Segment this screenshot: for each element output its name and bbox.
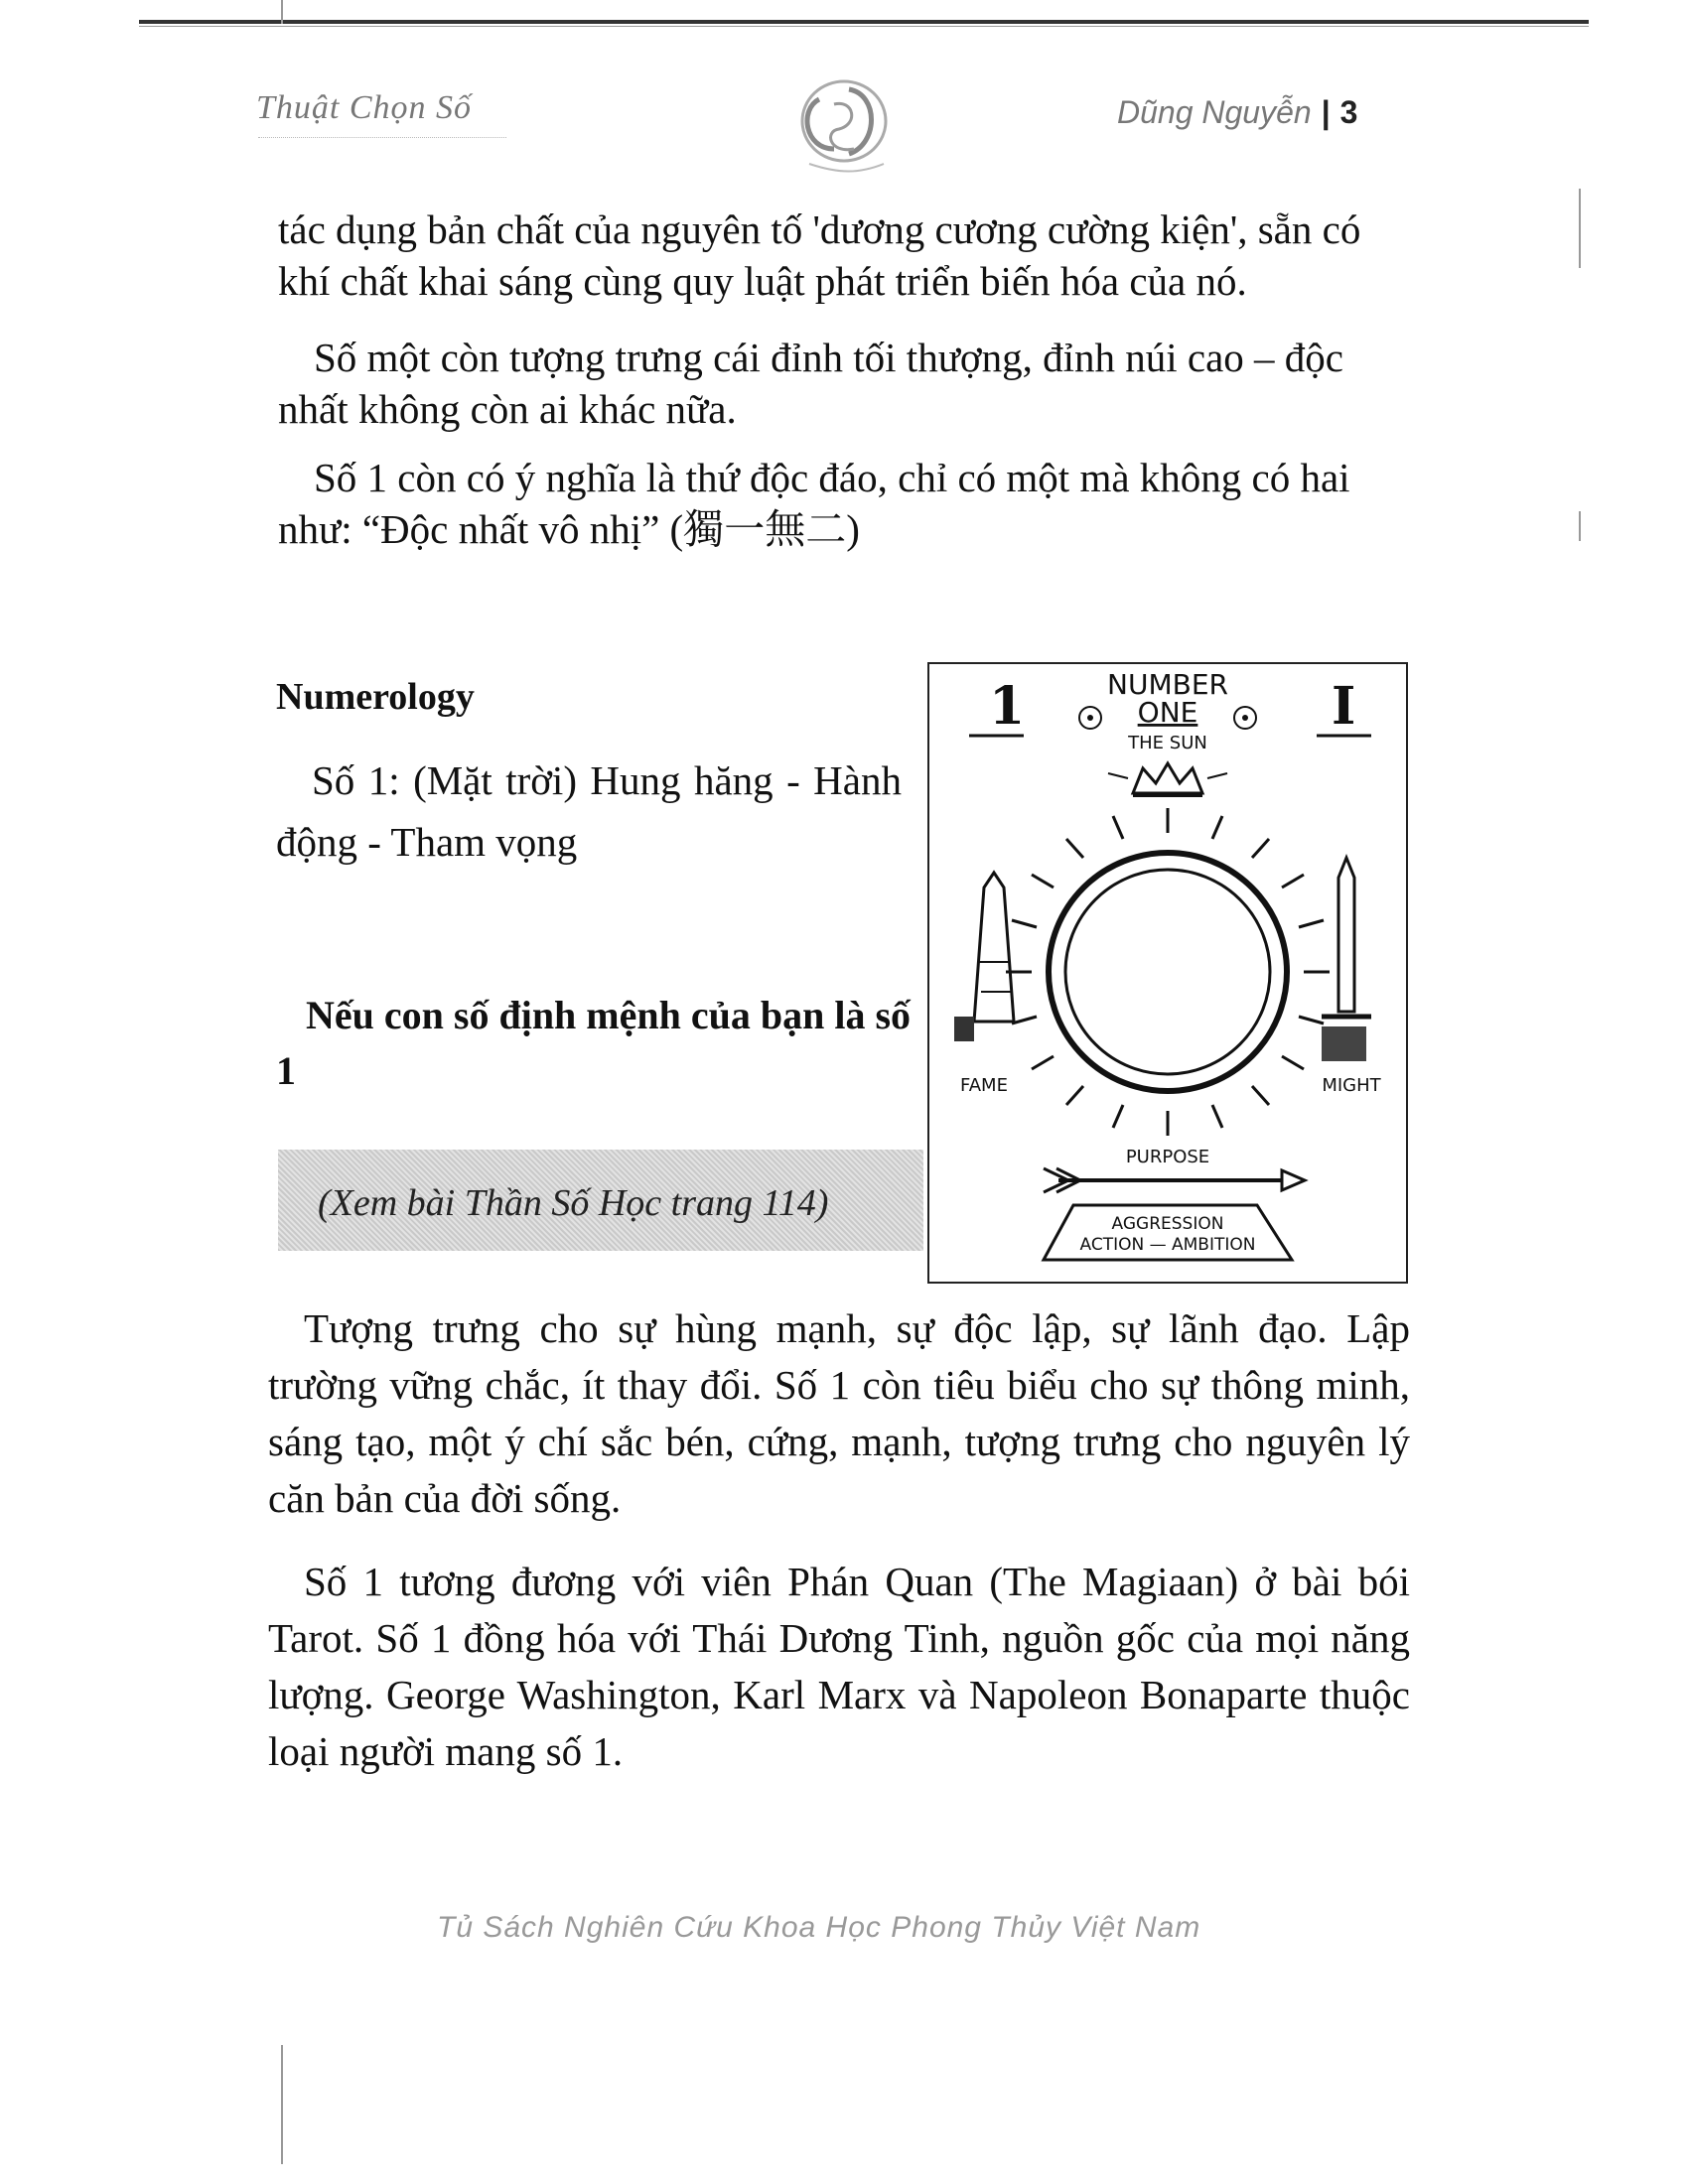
numerology-heading: Numerology — [276, 676, 475, 718]
top-border-rule-thin — [139, 26, 1589, 27]
header-underline — [258, 137, 506, 139]
crown-icon — [1108, 763, 1227, 795]
sun-disc-outer — [1049, 853, 1287, 1091]
arrow-icon — [1044, 1168, 1305, 1192]
destiny-number-heading: Nếu con số định mệnh của bạn là số 1 — [276, 993, 912, 1093]
card-motto-line2: ACTION — AMBITION — [1079, 1235, 1256, 1255]
body-paragraph-2: Số một còn tượng trưng cái đỉnh tối thượng, đỉnh núi cao – độc nhất không còn ai khác nữa. — [278, 335, 1343, 432]
card-drawing — [929, 664, 1406, 1282]
number-one-summary: Số 1: (Mặt trời) Hung hăng - Hành động - Tham vọng — [276, 757, 902, 865]
sun-symbol-dot — [1087, 715, 1093, 721]
sword-icon — [1322, 858, 1371, 1061]
scan-margin-mark — [1579, 511, 1581, 541]
scan-margin-mark — [281, 0, 283, 24]
running-header-title: Thuật Chọn Số — [256, 89, 473, 126]
running-footer: Tủ Sách Nghiên Cứu Khoa Học Phong Thủy Việt Nam — [437, 1911, 1201, 1944]
card-label-purpose: PURPOSE — [1125, 1147, 1210, 1167]
publisher-logo-icon — [779, 69, 909, 179]
sun-rays — [1006, 808, 1330, 1136]
scan-margin-mark — [281, 2045, 283, 2164]
header-separator: | — [1321, 94, 1331, 130]
card-title-one: ONE — [1137, 696, 1198, 729]
card-label-right: MIGHT — [1322, 1075, 1381, 1096]
top-border-rule — [139, 20, 1589, 24]
card-subtitle: THE SUN — [1128, 733, 1207, 753]
scan-margin-mark — [1579, 189, 1581, 268]
sun-symbol-dot — [1242, 715, 1248, 721]
card-label-left: FAME — [960, 1075, 1008, 1096]
body-paragraph-1: tác dụng bản chất của nguyên tố 'dương cương cường kiện', sẵn có khí chất khai sáng cùng quy luật phát triển biến hóa của nó. — [278, 206, 1361, 304]
number-one-card-illustration — [927, 662, 1408, 1284]
author-name: Dũng Nguyễn — [1117, 94, 1312, 130]
body-paragraph-5: Số 1 tương đương với viên Phán Quan (The Magiaan) ở bài bói Tarot. Số 1 đồng hóa với Thái Dương Tinh, nguồn gốc của mọi năng lượng. George Washington, Karl Marx và Napoleon Bonaparte thuộc loại người mang số 1. — [268, 1559, 1410, 1774]
body-paragraph-4: Tượng trưng cho sự hùng mạnh, sự độc lập, sự lãnh đạo. Lập trường vững chắc, ít thay đổi. Số 1 còn tiêu biểu cho sự thông minh, sáng tạo, một ý chí sắc bén, cứng, mạnh, tượng trưng cho nguyên lý căn bản của đời sống. — [268, 1305, 1410, 1521]
page-number: 3 — [1339, 94, 1358, 130]
card-motto-line1: AGGRESSION — [1111, 1214, 1224, 1234]
card-roman-numeral: I — [1332, 676, 1356, 737]
card-title-number: NUMBER — [1107, 668, 1228, 701]
running-header-author — [1117, 94, 1357, 131]
sun-disc-inner — [1065, 870, 1270, 1074]
card-arabic-numeral: 1 — [989, 676, 1026, 737]
obelisk-icon — [954, 873, 1014, 1041]
cross-reference-callout: (Xem bài Thần Số Học trang 114) — [318, 1182, 829, 1224]
body-paragraph-3: Số 1 còn có ý nghĩa là thứ độc đáo, chỉ có một mà không có hai như: “Độc nhất vô nhị” (獨一無二) — [278, 455, 1350, 552]
